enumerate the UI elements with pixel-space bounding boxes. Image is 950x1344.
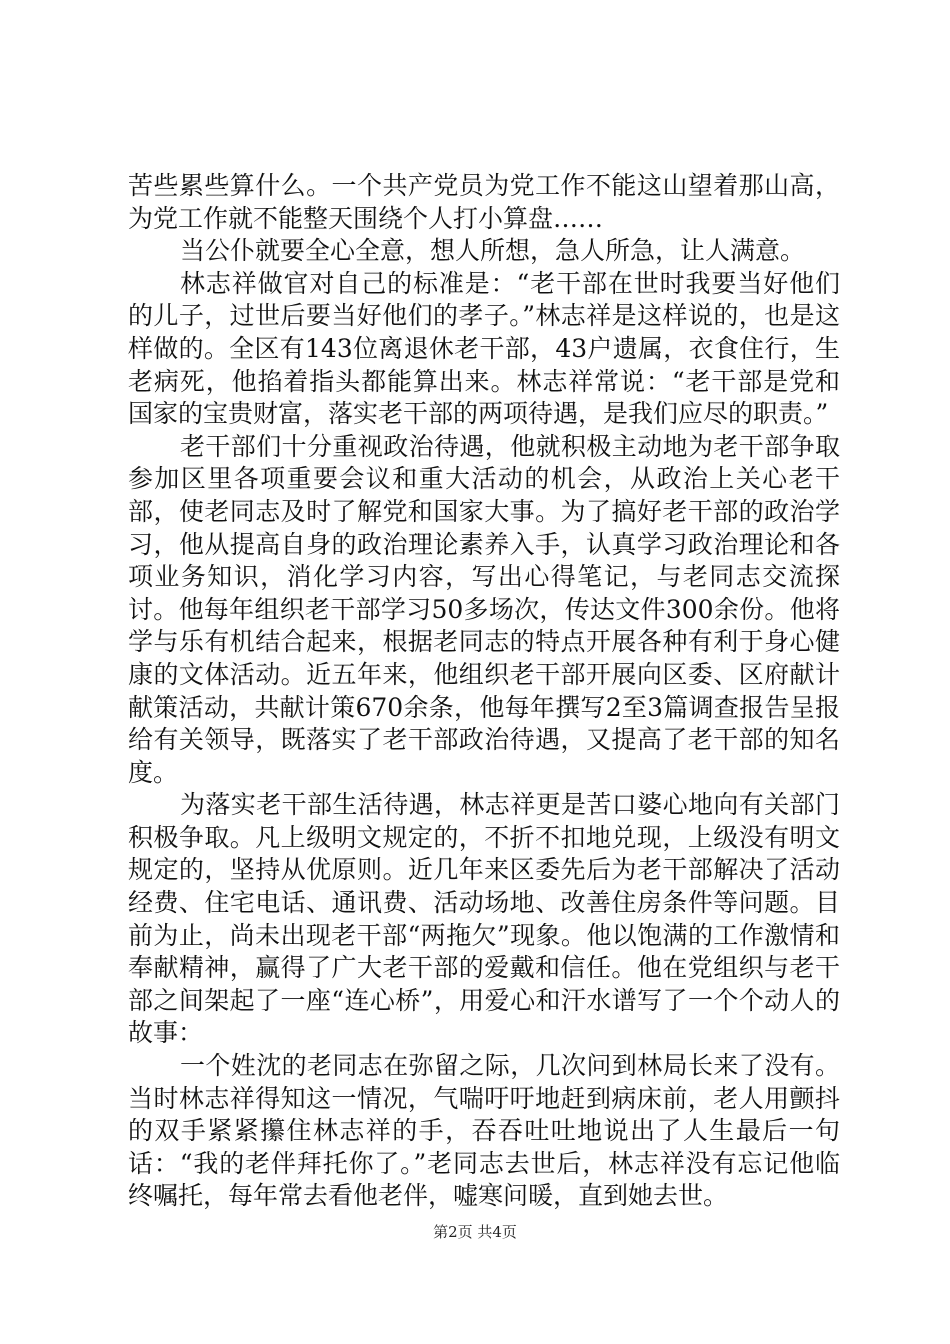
paragraph-2: 当公仆就要全心全意，想人所想，急人所急，让人满意。 — [180, 236, 806, 266]
paragraph-3: 林志祥做官对自己的标准是：“老干部在世时我要当好他们的儿子，过世后要当好他们的孝子。”林志祥是这样说的，也是这样做的。全区有143位离退休老干部，43户遗属，衣食住行，生老病死，他掐着指头都能算出来。林志祥常说：“老干部是党和国家的宝贵财富，落实老干部的两项待遇，是我们应尽的职责。” — [128, 268, 840, 429]
page-footer: 第2页 共4页 — [433, 1223, 517, 1241]
paragraph-5: 为落实老干部生活待遇，林志祥更是苦口婆心地向有关部门积极争取。凡上级明文规定的，不折不扣地兑现，上级没有明文规定的，坚持从优原则。近几年来区委先后为老干部解决了活动经费、住宅电话、通讯费、活动场地、改善住房条件等问题。目前为止，尚未出现老干部“两拖欠”现象。他以饱满的工作激情和奉献精神，赢得了广大老干部的爱戴和信任。他在党组织与老干部之间架起了一座“连心桥”，用爱心和汗水谱写了一个个动人的故事： — [128, 790, 840, 1048]
paragraph-6: 一个姓沈的老同志在弥留之际，几次问到林局长来了没有。当时林志祥得知这一情况，气喘吁吁地赶到病床前，老人用颤抖的双手紧紧攥住林志祥的手，吞吞吐吐地说出了人生最后一句话：“我的老伴拜托你了。”老同志去世后，林志祥没有忘记他临终嘱托，每年常去看他老伴，嘘寒问暖，直到她去世。 — [128, 1051, 840, 1211]
document-body — [128, 170, 840, 1213]
paragraph-4: 老干部们十分重视政治待遇，他就积极主动地为老干部争取参加区里各项重要会议和重大活动的机会，从政治上关心老干部，使老同志及时了解党和国家大事。为了搞好老干部的政治学习，他从提高自身的政治理论素养入手，认真学习政治理论和各项业务知识，消化学习内容，写出心得笔记，与老同志交流探讨。他每年组织老干部学习50多场次，传达文件300余份。他将学与乐有机结合起来，根据老同志的特点开展各种有利于身心健康的文体活动。近五年来，他组织老干部开展向区委、区府献计献策活动，共献计策670余条，他每年撰写2至3篇调查报告呈报给有关领导，既落实了老干部政治待遇，又提高了老干部的知名度。 — [128, 431, 840, 787]
paragraph-1: 苦些累些算什么。一个共产党员为党工作不能这山望着那山高，为党工作就不能整天围绕个人打小算盘…… — [128, 171, 840, 233]
